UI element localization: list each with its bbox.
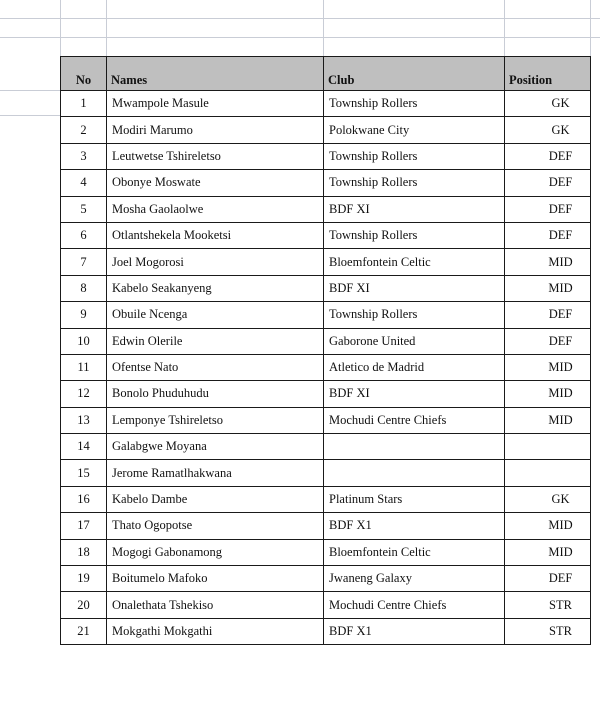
cell-name[interactable]: Bonolo Phuduhudu — [107, 381, 324, 407]
cell-club[interactable]: BDF XI — [324, 381, 505, 407]
header-club[interactable]: Club — [324, 57, 505, 91]
cell-position[interactable]: DEF — [505, 196, 591, 222]
cell-club[interactable]: Mochudi Centre Chiefs — [324, 407, 505, 433]
grid-row-line — [0, 37, 600, 38]
cell-position[interactable]: MID — [505, 249, 591, 275]
cell-name[interactable]: Joel Mogorosi — [107, 249, 324, 275]
cell-club[interactable]: Jwaneng Galaxy — [324, 566, 505, 592]
grid-column-line — [323, 0, 324, 58]
cell-club[interactable] — [324, 434, 505, 460]
cell-position[interactable]: MID — [505, 275, 591, 301]
cell-no[interactable]: 6 — [61, 222, 107, 248]
table-row — [61, 117, 591, 143]
cell-no[interactable]: 16 — [61, 486, 107, 512]
cell-position[interactable]: DEF — [505, 328, 591, 354]
table-row — [61, 407, 591, 433]
table-row — [61, 196, 591, 222]
grid-row-line — [0, 115, 60, 116]
cell-club[interactable]: Mochudi Centre Chiefs — [324, 592, 505, 618]
cell-club[interactable]: Atletico de Madrid — [324, 354, 505, 380]
cell-name[interactable]: Mwampole Masule — [107, 91, 324, 117]
cell-position[interactable]: MID — [505, 539, 591, 565]
cell-club[interactable]: BDF XI — [324, 196, 505, 222]
cell-name[interactable]: Galabgwe Moyana — [107, 434, 324, 460]
cell-position[interactable]: GK — [505, 486, 591, 512]
cell-no[interactable]: 2 — [61, 117, 107, 143]
cell-name[interactable]: Thato Ogopotse — [107, 513, 324, 539]
cell-club[interactable]: Township Rollers — [324, 91, 505, 117]
cell-name[interactable]: Obuile Ncenga — [107, 302, 324, 328]
cell-position[interactable]: MID — [505, 407, 591, 433]
cell-position[interactable]: STR — [505, 618, 591, 644]
cell-position[interactable]: DEF — [505, 143, 591, 169]
cell-name[interactable]: Kabelo Dambe — [107, 486, 324, 512]
table-row — [61, 249, 591, 275]
table-row — [61, 434, 591, 460]
cell-club[interactable]: Bloemfontein Celtic — [324, 249, 505, 275]
cell-no[interactable]: 10 — [61, 328, 107, 354]
header-names[interactable]: Names — [107, 57, 324, 91]
cell-name[interactable]: Kabelo Seakanyeng — [107, 275, 324, 301]
cell-position[interactable]: DEF — [505, 170, 591, 196]
table-row — [61, 143, 591, 169]
cell-name[interactable]: Onalethata Tshekiso — [107, 592, 324, 618]
cell-no[interactable]: 1 — [61, 91, 107, 117]
cell-name[interactable]: Leutwetse Tshireletso — [107, 143, 324, 169]
cell-name[interactable]: Ofentse Nato — [107, 354, 324, 380]
cell-name[interactable]: Jerome Ramatlhakwana — [107, 460, 324, 486]
grid-column-line — [504, 0, 505, 58]
cell-club[interactable]: Platinum Stars — [324, 486, 505, 512]
cell-name[interactable]: Boitumelo Mafoko — [107, 566, 324, 592]
cell-position[interactable]: DEF — [505, 222, 591, 248]
cell-name[interactable]: Otlantshekela Mooketsi — [107, 222, 324, 248]
grid-row-line — [0, 18, 600, 19]
cell-no[interactable]: 12 — [61, 381, 107, 407]
cell-no[interactable]: 17 — [61, 513, 107, 539]
cell-position[interactable]: MID — [505, 381, 591, 407]
header-row — [61, 57, 591, 91]
cell-no[interactable]: 21 — [61, 618, 107, 644]
table-row — [61, 275, 591, 301]
grid-column-line — [106, 0, 107, 58]
table-row — [61, 222, 591, 248]
cell-position[interactable] — [505, 460, 591, 486]
table-row — [61, 91, 591, 117]
header-no[interactable]: No — [61, 57, 107, 91]
cell-name[interactable]: Lemponye Tshireletso — [107, 407, 324, 433]
cell-club[interactable]: BDF X1 — [324, 513, 505, 539]
table-row — [61, 566, 591, 592]
cell-position[interactable]: GK — [505, 117, 591, 143]
cell-name[interactable]: Mokgathi Mokgathi — [107, 618, 324, 644]
cell-club[interactable]: Polokwane City — [324, 117, 505, 143]
cell-no[interactable]: 20 — [61, 592, 107, 618]
cell-no[interactable]: 11 — [61, 354, 107, 380]
cell-club[interactable]: Gaborone United — [324, 328, 505, 354]
cell-name[interactable]: Obonye Moswate — [107, 170, 324, 196]
table-row — [61, 460, 591, 486]
cell-name[interactable]: Mogogi Gabonamong — [107, 539, 324, 565]
cell-club[interactable]: Township Rollers — [324, 222, 505, 248]
cell-club[interactable]: BDF XI — [324, 275, 505, 301]
cell-club[interactable]: Bloemfontein Celtic — [324, 539, 505, 565]
table-row — [61, 618, 591, 644]
header-position[interactable]: Position — [505, 57, 591, 91]
table-row — [61, 302, 591, 328]
cell-club[interactable]: Township Rollers — [324, 143, 505, 169]
cell-position[interactable]: MID — [505, 354, 591, 380]
cell-name[interactable]: Mosha Gaolaolwe — [107, 196, 324, 222]
cell-no[interactable]: 13 — [61, 407, 107, 433]
table-row — [61, 381, 591, 407]
table-row — [61, 592, 591, 618]
cell-no[interactable]: 5 — [61, 196, 107, 222]
cell-club[interactable]: BDF X1 — [324, 618, 505, 644]
table-row — [61, 513, 591, 539]
cell-position[interactable]: GK — [505, 91, 591, 117]
cell-position[interactable]: DEF — [505, 566, 591, 592]
cell-no[interactable]: 9 — [61, 302, 107, 328]
table-row — [61, 328, 591, 354]
cell-no[interactable]: 3 — [61, 143, 107, 169]
grid-row-line — [0, 90, 60, 91]
cell-position[interactable]: DEF — [505, 302, 591, 328]
cell-club[interactable]: Township Rollers — [324, 302, 505, 328]
cell-no[interactable]: 4 — [61, 170, 107, 196]
grid-column-line — [60, 0, 61, 58]
cell-position[interactable] — [505, 434, 591, 460]
cell-club[interactable] — [324, 460, 505, 486]
cell-no[interactable]: 14 — [61, 434, 107, 460]
cell-name[interactable]: Edwin Olerile — [107, 328, 324, 354]
table-row — [61, 486, 591, 512]
cell-club[interactable]: Township Rollers — [324, 170, 505, 196]
cell-position[interactable]: STR — [505, 592, 591, 618]
cell-no[interactable]: 18 — [61, 539, 107, 565]
player-roster-table — [60, 56, 591, 645]
grid-column-line — [590, 0, 591, 58]
cell-no[interactable]: 7 — [61, 249, 107, 275]
table-row — [61, 170, 591, 196]
table-row — [61, 539, 591, 565]
cell-name[interactable]: Modiri Marumo — [107, 117, 324, 143]
cell-no[interactable]: 19 — [61, 566, 107, 592]
cell-no[interactable]: 8 — [61, 275, 107, 301]
table-row — [61, 354, 591, 380]
cell-position[interactable]: MID — [505, 513, 591, 539]
cell-no[interactable]: 15 — [61, 460, 107, 486]
